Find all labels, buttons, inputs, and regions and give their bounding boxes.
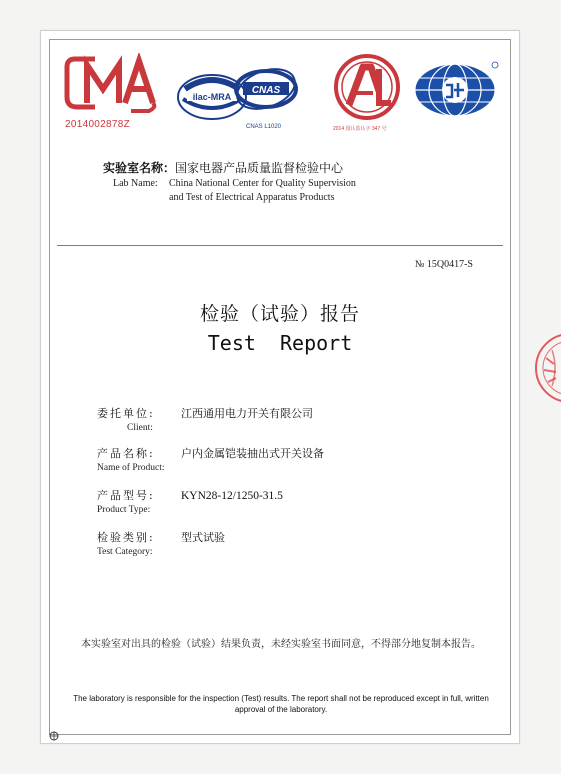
product-name-field (97, 445, 324, 473)
cnas-logo (229, 65, 303, 121)
cma-certificate-number: 2014002878Z (65, 119, 131, 130)
test-category-cn-label: 检验类别: (97, 531, 155, 544)
accreditation-logos (57, 53, 503, 143)
report-number: № 15Q0417-S (414, 259, 473, 270)
svg-text:CNAS: CNAS (251, 85, 281, 96)
disclaimer-chinese: 本实验室对出具的检验（试验）结果负责，未经实验室书面同意，不得部分地复制本报告。 (81, 639, 481, 650)
client-field (97, 405, 313, 433)
cnas-accreditation-code: CNAS L1020 (246, 124, 282, 130)
disclaimer-english: The laboratory is responsible for the inspection (Test) results. The report shall not be reproduced except in full, written approval of the laboratory. (73, 694, 489, 714)
client-en-label: Client: (127, 423, 153, 433)
cal-certificate-number: 2014 国认监认字 347 号 (333, 126, 387, 132)
globe-certification-logo (409, 57, 501, 123)
svg-text:ilac-MRA: ilac-MRA (192, 92, 232, 102)
test-category-field (97, 529, 225, 557)
test-category-en-label: Test Category: (97, 547, 153, 557)
lab-name-en-value-line1: China National Center for Quality Supervision (169, 178, 356, 189)
product-type-value: KYN28-12/1250-31.5 (181, 490, 283, 502)
test-category-value: 型式试验 (181, 531, 225, 544)
lab-name-english (113, 177, 356, 205)
lab-name-en-value-line2: and Test of Electrical Apparatus Products (169, 192, 335, 203)
lab-name-chinese (103, 159, 343, 176)
page-border-frame (49, 39, 511, 735)
client-value: 江西通用电力开关有限公司 (181, 407, 313, 420)
lab-name-en-label: Lab Name: (113, 178, 158, 189)
small-emblem-icon (49, 731, 59, 741)
product-type-cn-label: 产品型号: (97, 489, 155, 502)
client-cn-label: 委托单位: (97, 407, 155, 420)
report-cover-page (40, 30, 520, 744)
lab-name-cn-label: 实验室名称： (103, 161, 176, 175)
lab-name-cn-value: 国家电器产品质量监督检验中心 (175, 161, 344, 175)
product-type-en-label: Product Type: (97, 505, 151, 515)
product-type-field (97, 487, 283, 515)
header-divider (57, 245, 503, 246)
report-title-english: Test Report (207, 331, 353, 355)
product-name-en-label: Name of Product: (97, 463, 165, 473)
report-title-chinese: 检验（试验）报告 (199, 303, 360, 325)
cal-logo (329, 53, 405, 123)
product-name-cn-label: 产品名称: (97, 447, 155, 460)
red-seal-stamp (534, 328, 561, 408)
product-name-value: 户内金属铠装抽出式开关设备 (181, 447, 324, 460)
